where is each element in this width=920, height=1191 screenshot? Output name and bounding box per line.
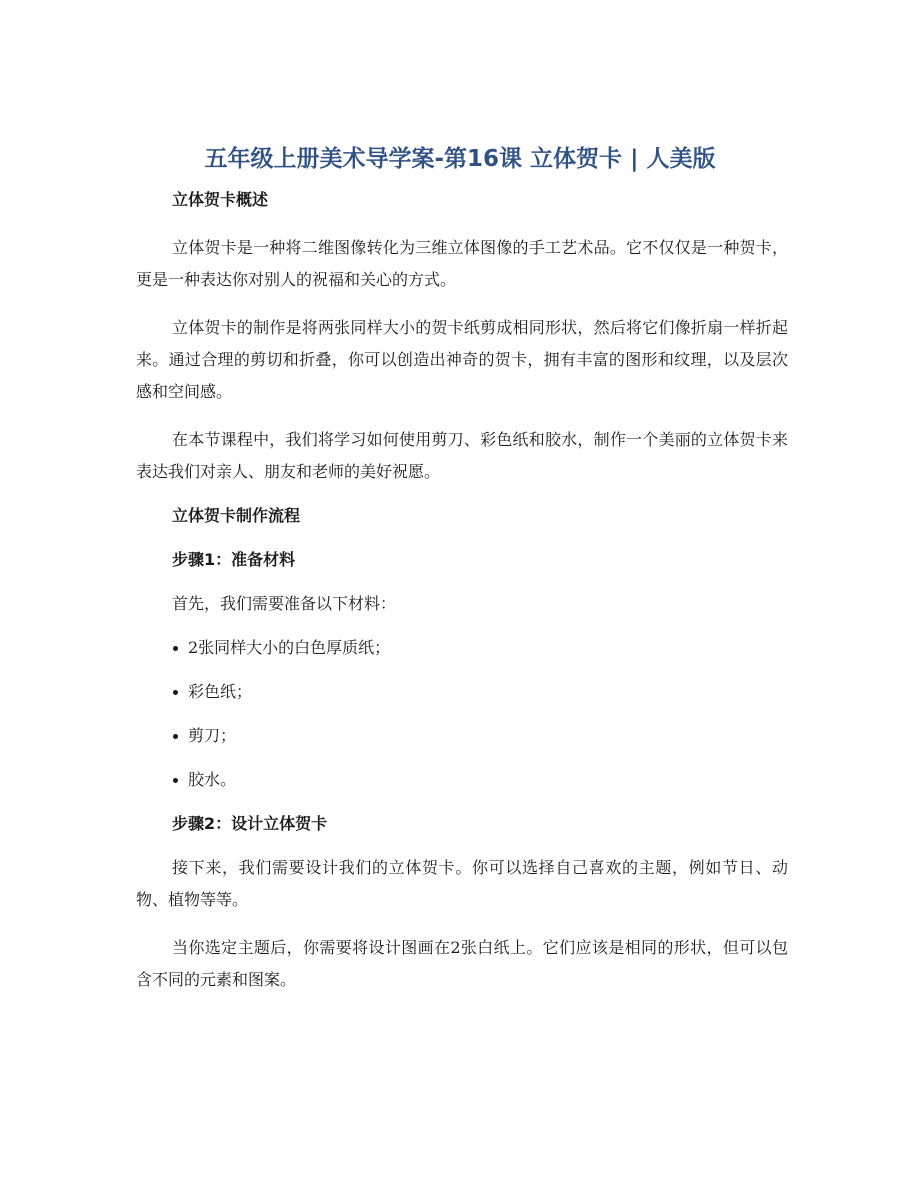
step-heading-2: 步骤2：设计立体贺卡: [172, 814, 328, 833]
document-body: [136, 184, 788, 996]
list-item: 剪刀；: [136, 720, 788, 752]
list-item: 彩色纸；: [136, 676, 788, 708]
paragraph: 接下来，我们需要设计我们的立体贺卡。你可以选择自己喜欢的主题，例如节日、动物、植物等等。: [136, 858, 788, 909]
section-heading-process: 立体贺卡制作流程: [172, 506, 301, 525]
paragraph: 在本节课程中，我们将学习如何使用剪刀、彩色纸和胶水，制作一个美丽的立体贺卡来表达我们对亲人、朋友和老师的美好祝愿。: [136, 430, 788, 481]
list-item: 胶水。: [136, 764, 788, 796]
step-heading-1: 步骤1：准备材料: [172, 550, 296, 569]
paragraph: 立体贺卡是一种将二维图像转化为三维立体图像的手工艺术品。它不仅仅是一种贺卡，更是一种表达你对别人的祝福和关心的方式。: [136, 238, 788, 289]
page-title: 五年级上册美术导学案-第16课 立体贺卡 | 人美版: [204, 146, 716, 172]
section-heading-overview: 立体贺卡概述: [172, 190, 269, 209]
paragraph: 当你选定主题后，你需要将设计图画在2张白纸上。它们应该是相同的形状，但可以包含不同的元素和图案。: [136, 938, 788, 989]
paragraph: 立体贺卡的制作是将两张同样大小的贺卡纸剪成相同形状，然后将它们像折扇一样折起来。通过合理的剪切和折叠，你可以创造出神奇的贺卡，拥有丰富的图形和纹理，以及层次感和空间感。: [136, 318, 788, 401]
materials-list: [136, 632, 788, 796]
list-item: 2张同样大小的白色厚质纸；: [136, 632, 788, 664]
paragraph: 首先，我们需要准备以下材料：: [172, 594, 397, 613]
